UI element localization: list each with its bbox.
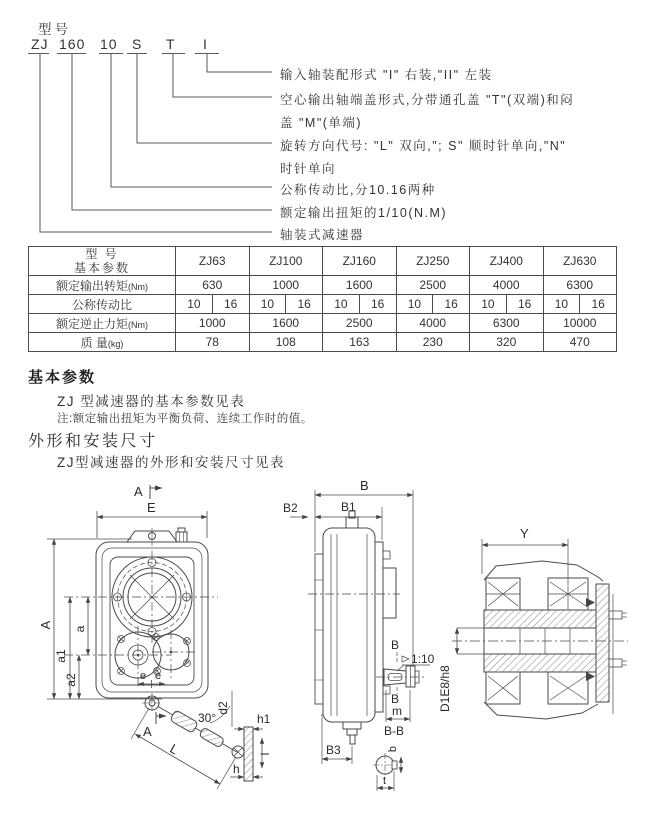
value-cell: 108 [249,333,323,352]
side-section-name: B-B [384,724,405,738]
row-label-unit: (Nm) [128,319,148,330]
value-cell: 6300 [543,276,617,295]
front-dim-a2: a2 [64,673,78,687]
front-section-label-bottom: A [143,724,152,739]
table-corner-cell [29,247,176,276]
ratio-high: 16 [444,297,458,311]
parameters-table [28,246,617,352]
side-dim-B: B [360,478,369,493]
row-label-ratio [29,295,176,314]
basic-params-text: ZJ 型减速器的基本参数见表 [57,394,246,409]
value-cell: 1000 [249,276,323,295]
side-section-label-top: B [391,638,400,652]
front-dim-E: E [147,500,156,515]
model-code-prefix: ZJ [31,36,49,52]
callout-rotation-2: 时针单向 [280,162,337,176]
front-section-label-top: A [134,484,143,499]
ratio-low: 10 [544,295,581,313]
model-code-rotation: S [132,36,143,52]
value-cell: 4000 [470,276,544,295]
row-label-torque [29,276,176,295]
side-dim-B2: B2 [283,501,298,515]
side-section-label-bottom: B [391,692,400,706]
front-dim-angle: 30° [198,711,217,725]
ratio-low: 10 [323,295,360,313]
value-cell: 78 [176,333,250,352]
section-dim-Y: Y [520,526,529,541]
model-header: ZJ250 [396,247,470,276]
model-header: ZJ63 [176,247,250,276]
value-cell: 6300 [470,314,544,333]
ratio-cell [323,295,397,314]
value-cell: 163 [323,333,397,352]
corner-top-label: 型 号 [85,247,119,261]
value-cell: 2500 [323,314,397,333]
model-code-ratio: 10 [100,36,118,52]
side-dim-key-b: b [387,745,399,753]
side-dim-B1: B1 [341,500,356,514]
row-label-text: 额定输出转矩 [55,278,128,293]
ratio-cell [543,295,617,314]
value-cell: 1600 [249,314,323,333]
ratio-high: 16 [297,297,311,311]
model-code-cover: T [166,36,176,52]
model-header: ZJ400 [470,247,544,276]
front-dim-L: L [167,740,182,758]
ratio-cell [249,295,323,314]
ratio-cell [176,295,250,314]
side-dim-B3: B3 [326,743,341,757]
model-header: ZJ630 [543,247,617,276]
value-cell: 1600 [323,276,397,295]
front-dim-a1: a1 [54,649,68,663]
front-dim-d2: d2 [216,701,230,715]
model-number-title: 型号 [38,22,71,37]
model-header: ZJ160 [323,247,397,276]
front-dim-e1: e [140,670,147,682]
value-cell: 630 [176,276,250,295]
callout-torque: 额定输出扭矩的1/10(N.M) [280,206,448,220]
ratio-cell [470,295,544,314]
front-dim-h1: h1 [257,712,271,726]
basic-params-heading: 基本参数 [28,369,97,386]
ratio-low: 10 [397,295,434,313]
callout-ratio: 公称传动比,分10.16两种 [280,183,436,197]
front-dim-l: l [258,752,272,756]
basic-params-note: 注:额定输出扭矩为平衡负荷、连续工作时的值。 [57,413,313,425]
front-view-drawing [38,484,272,789]
value-cell: 320 [470,333,544,352]
row-label-backstop [29,314,176,333]
model-header: ZJ100 [249,247,323,276]
row-label-text: 额定逆止力矩 [55,316,128,331]
callout-input-shaft: 输入轴装配形式 "I" 右装,"II" 左装 [280,68,493,82]
side-view-drawing [283,478,435,791]
callout-shaft-mounted: 轴装式减速器 [280,228,365,242]
dimension-drawings [0,456,650,818]
corner-bottom-label: 基本参数 [73,261,130,275]
ratio-high: 16 [223,297,238,311]
ratio-low: 10 [470,295,507,313]
value-cell: 10000 [543,314,617,333]
model-code-size: 160 [59,36,86,52]
section-dim-D1: D1E8/h8 [438,665,452,712]
side-taper-label: 1:10 [411,652,435,666]
ratio-low: 10 [176,295,213,313]
ratio-cell [396,295,470,314]
front-dim-A: A [38,620,53,630]
row-label-mass [29,333,176,352]
value-cell: 470 [543,333,617,352]
ratio-high: 16 [517,297,532,311]
ratio-high: 16 [591,297,605,311]
row-label-unit: (kg) [107,338,124,349]
callout-rotation: 旋转方向代号: "L" 双向,"; S" 顺时针单向,"N" [280,139,567,153]
value-cell: 2500 [396,276,470,295]
value-cell: 4000 [396,314,470,333]
value-cell: 1000 [176,314,250,333]
section-view-drawing [438,526,628,719]
row-label-text: 质 量 [80,335,108,350]
callout-cover-type: 空心输出轴端盖形式,分带通孔盖 "T"(双端)和闷 [280,93,575,107]
outline-dims-text: ZJ型减速器的外形和安装尺寸见表 [57,455,285,470]
front-dim-h: h [233,762,240,776]
ratio-low: 10 [250,295,287,313]
callout-cover-type-2: 盖 "M"(单端) [280,116,363,130]
front-dim-e2: e [155,670,162,682]
row-label-unit: (Nm) [128,281,148,292]
side-dim-key-t: t [383,775,387,787]
ratio-high: 16 [370,297,385,311]
front-dim-a: a [73,625,87,633]
outline-dims-heading: 外形和安装尺寸 [28,433,158,450]
model-code-input: I [203,36,208,52]
side-dim-m: m [392,704,402,718]
row-label-text: 公称传动比 [71,297,132,312]
value-cell: 230 [396,333,470,352]
